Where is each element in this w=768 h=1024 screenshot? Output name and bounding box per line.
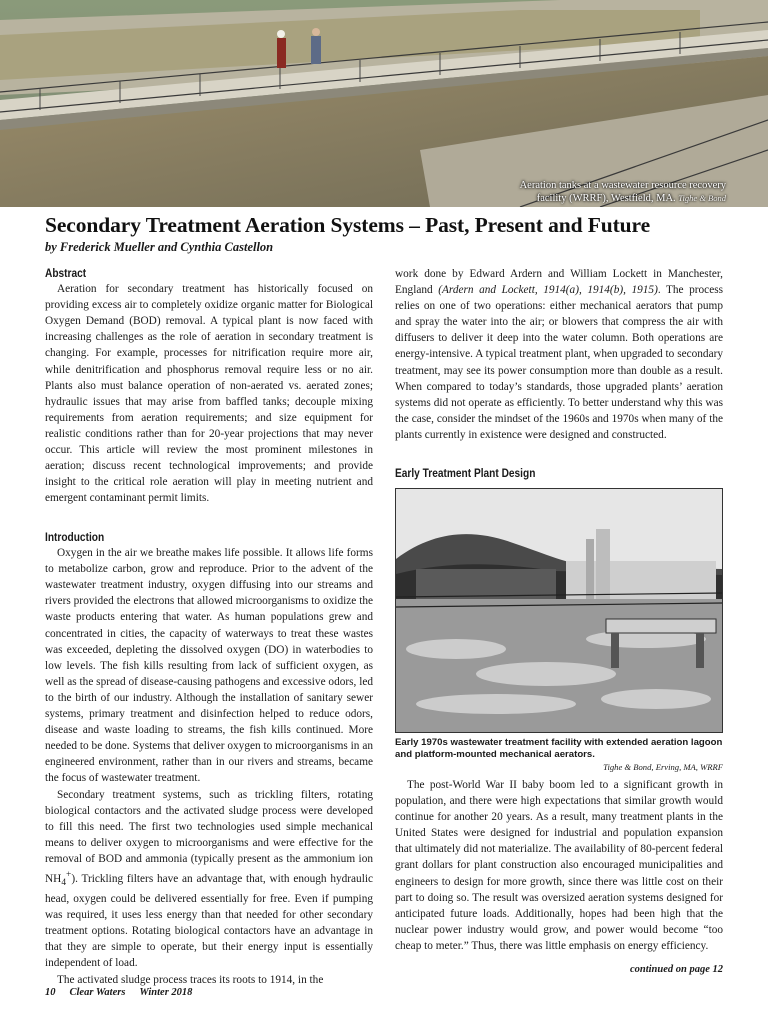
column-2-p-end: . The process relies on one of two operations: either mechanical aerators that pump and spray the water into the air; or blowers that compress the air with diffusers to deliver it deep into the water column. Both operations are energy-intensive. A typical treatment plant, when upgraded to secondary treatment, may see its power consumption more than double as a result. When compared to today’s standards, those upgraded plants’ aeration systems did not operate as efficiently. To better understand why this was the case, consider the mindset of the 1960s and 1970s when many of the plants currently in existence were designed and constructed. bbox=[395, 284, 723, 441]
page-number: 10 bbox=[45, 987, 56, 998]
ammonium-subscript: 4 bbox=[61, 877, 67, 888]
column-2-p-start: work done by Edward Ardern and William Lockett in Manchester, England bbox=[395, 268, 723, 297]
article-title: Secondary Treatment Aeration Systems – Past, Present and Future bbox=[45, 213, 651, 237]
hero-caption bbox=[496, 180, 726, 205]
introduction-paragraph-2 bbox=[45, 787, 373, 972]
photo-credit: Tighe & Bond, Erving, MA, WRRF bbox=[603, 762, 723, 772]
facility-image bbox=[396, 489, 722, 732]
introduction-p2-start: Secondary treatment systems, such as trickling filters, rotating biological contactors and the activated sludge process were developed to fill this need. The first two technologies used simple mechanical means to deliver oxygen to microorganisms and were effective for the removal of BOD and ammonia (typically present as the ammonium ion NH bbox=[45, 788, 373, 885]
abstract-heading: Abstract bbox=[45, 266, 87, 280]
treatment-facility-photo bbox=[395, 488, 723, 733]
hero-caption-text: Aeration tanks at a wastewater resource recovery facility (WRRF), Westfield, MA. bbox=[519, 180, 726, 204]
early-design-section bbox=[395, 777, 723, 954]
publication-name: Clear Waters bbox=[69, 987, 126, 998]
ammonium-superscript: + bbox=[66, 869, 72, 880]
page-footer bbox=[45, 987, 206, 998]
introduction-section bbox=[45, 529, 373, 988]
early-design-heading: Early Treatment Plant Design bbox=[395, 466, 536, 480]
abstract-paragraph: Aeration for secondary treatment has historically focused on providing excess air to completely oxidize organic matter for Biological Oxygen Demand (BOD) removal. A typical plant is now faced with increasing challenges as the role of aeration in secondary treatment is changing. For example, processes for nitrification require more air, while denitrification and phosphorus removal require less or no air. Plants also must balance operation of non-aerated vs. aerated zones; hydraulic issues that may arise from baffled tanks; decouple mixing requirements from aeration requirements; and size equipment for realistic conditions rather than for 20-year projections that may never occur. This article will review the most prominent milestones in aeration; discuss recent technological improvements; and provide insight to the critical role aeration will play in meeting nutrient and emergent contaminant permit limits. bbox=[45, 283, 373, 505]
article-byline: by Frederick Mueller and Cynthia Castellon bbox=[45, 240, 274, 254]
hero-credit: Tighe & Bond bbox=[678, 193, 726, 203]
photo-caption: Early 1970s wastewater treatment facility with extended aeration lagoon and platform-mounted mechanical aerators. bbox=[395, 737, 723, 760]
abstract-section bbox=[45, 265, 373, 506]
introduction-paragraph-1: Oxygen in the air we breathe makes life possible. It allows life forms to metabolize carbon, grow and reproduce. Prior to the advent of the wastewater treatment industry, oxygen diffusing into our streams and rivers provided the electrons that allowed microorganisms to oxidize the waste products entering that water. As human populations grew and concentrated in cities, the capacity of waterways to treat these wastes was exceeded, depleting the dissolved oxygen (DO) in waterbodies to low levels. The fish kills resulting from lack of sufficient oxygen, as well as the spread of disease-causing pathogens and excessive odors, led to the birth of our industry. Although the installation of sanitary sewer systems, primary treatment and disinfection helped to reduce odors, disease and waste loading to streams, the fish kills continued. More needed to be done. Systems that deliver oxygen to microorganisms in an engineered environment, rather than in our rivers and streams, became the focus of wastewater treatment. bbox=[45, 547, 373, 785]
column-2-paragraph bbox=[395, 266, 723, 443]
column-2-continuation bbox=[395, 266, 723, 443]
introduction-heading: Introduction bbox=[45, 530, 105, 544]
citation: (Ardern and Lockett, 1914(a), 1914(b), 1915) bbox=[438, 284, 658, 297]
continued-note: continued on page 12 bbox=[629, 964, 723, 975]
introduction-p2-end: ). Trickling filters have an advantage that, with enough hydraulic head, oxygen could be delivered essentially for free. Even if pumping was required, it uses less energy than that needed for other secondary treatment options. Rotating biological contactors have an advantage in that they are simple to operate, but their energy input is essentially independent of load. bbox=[45, 872, 373, 970]
hero-photo bbox=[0, 0, 768, 207]
issue-date: Winter 2018 bbox=[139, 987, 193, 998]
aeration-tanks-image bbox=[0, 0, 768, 207]
early-design-paragraph: The post-World War II baby boom led to a significant growth in population, and there were high expectations that similar growth would continue for another 20 years. As a result, many treatment plants in the United States were designed for industrial and population expansion that ultimately did not materialize. The availability of 80-percent federal grant dollars for plant construction also encouraged municipalities and engineers to design for more growth, since there was little cost on their part to doing so. The result was oversized aeration systems designed for anticipated future loads. Additionally, hopes had been high that the nuclear power industry would grow, and power would become “too cheap to meter.” Thus, there was little emphasis on energy efficiency. bbox=[395, 779, 723, 952]
introduction-paragraph-3: The activated sludge process traces its roots to 1914, in the bbox=[57, 973, 324, 986]
